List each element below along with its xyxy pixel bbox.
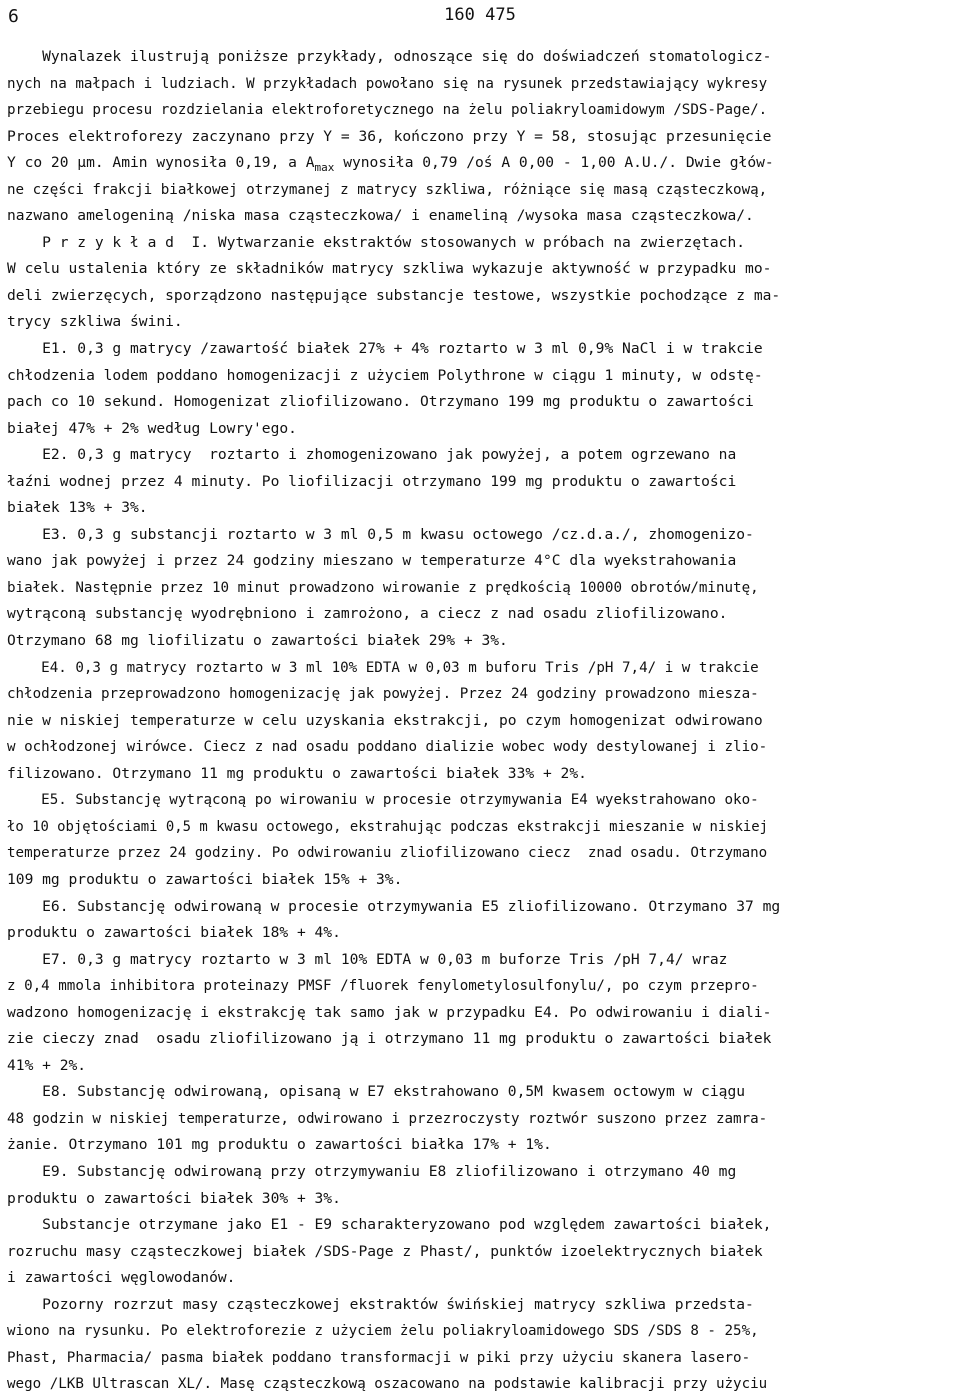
text-line: Otrzymano 68 mg liofilizatu o zawartości białek 29% + 3%. [7,632,508,650]
text-line: E1. 0,3 g matrycy /zawartość białek 27% + 4% roztarto w 3 ml 0,9% NaCl i w trakcie [7,340,763,358]
text-line: przebiegu procesu rozdzielania elektroforetycznego na żelu poliakryloamidowym /SDS-Page/. [7,102,768,119]
text-line: Phast, Pharmacia/ pasma białek poddano transformacji w piki przy użyciu skanera lasero- [7,1349,751,1366]
text-line: wiono na rysunku. Po elektroforezie z użyciem żelu poliakryloamidowego SDS /SDS 8 - 25%, [7,1323,759,1340]
text-line: wego /LKB Ultrascan XL/. Masę cząsteczkową oszacowano na podstawie kalibracji przy użyciu [7,1376,768,1393]
text-line: trycy szkliwa świni. [7,313,183,331]
text-line: Substancje otrzymane jako E1 - E9 scharakteryzowano pod względem zawartości białek, [7,1216,772,1234]
text-line: w ochłodzonej wirówce. Ciecz z nad osadu poddano dializie wobec wody destylowanej i zlio- [7,739,768,756]
text-line: nych na małpach i ludziach. W przykładach powołano się na rysunek przedstawiający wykresy [7,75,768,92]
text-line: i zawartości węglowodanów. [7,1269,236,1287]
text-fragment: Y co 20 µm. Amin wynosiła 0,19, a A [7,154,315,172]
text-line: ło 10 objętościami 0,5 m kwasu octowego, ekstrahując podczas ekstrakcji mieszanie w niskiej [7,818,769,835]
text-line: białej 47% + 2% według Lowry'ego. [7,419,297,437]
page-number: 6 [8,6,19,27]
text-line: produktu o zawartości białek 30% + 3%. [7,1189,341,1207]
text-line: Wynalazek ilustrują poniższe przykłady, odnoszące się do doświadczeń stomatologicz- [7,48,772,65]
text-line: żanie. Otrzymano 101 mg produktu o zawartości białka 17% + 1%. [7,1136,552,1154]
text-line: produktu o zawartości białek 18% + 4%. [7,924,341,942]
text-line: deli zwierzęcych, sporządzono następujące substancje testowe, wszystkie pochodzące z ma- [7,286,781,304]
text-line: rozruchu masy cząsteczkowej białek /SDS-Page z Phast/, punktów izoelektrycznych białek [7,1242,763,1260]
text-line: łaźni wodnej przez 4 minuty. Po liofilizacji otrzymano 199 mg produktu o zawartości [7,472,737,490]
text-line: wadzono homogenizację i ekstrakcję tak samo jak w przypadku E4. Po odwirowaniu i diali- [7,1003,772,1021]
text-line: chłodzenia lodem poddano homogenizacji z użyciem Polythrone w ciągu 1 minuty, w odstę- [7,366,763,384]
body-text [7,44,952,1398]
text-line: 48 godzin w niskiej temperaturze, odwirowano i przezroczysty roztwór suszono przez zamra- [7,1110,768,1127]
text-line: W celu ustalenia który ze składników matrycy szkliwa wykazuje aktywność w przypadku mo- [7,260,772,278]
text-line: 109 mg produktu o zawartości białek 15% + 3%. [7,870,403,888]
text-line: wytrąconą substancję wyodrębniono i zamrożono, a ciecz z nad osadu zliofilizowano. [7,605,728,623]
text-fragment: wynosiła 0,79 /oś A 0,00 - 1,00 A.U./. Dwie głów- [334,154,774,172]
patent-number: 160 475 [444,5,516,25]
text-line: filizowano. Otrzymano 11 mg produktu o zawartości białek 33% + 2%. [7,764,587,782]
text-line: E5. Substancję wytrąconą po wirowaniu w procesie otrzymywania E4 wyekstrahowano oko- [7,792,759,809]
text-line: nie w niskiej temperaturze w celu uzyskania ekstrakcji, po czym homogenizat odwirowano [7,711,763,729]
text-line: wano jak powyżej i przez 24 godziny mieszano w temperaturze 4°C dla wyekstrahowania [7,552,737,570]
subscript-max: max [314,161,335,175]
example-heading: P r z y k ł a d I. Wytwarzanie ekstraktów stosowanych w próbach na zwierzętach. [7,233,746,251]
text-line: ne części frakcji białkowej otrzymanej z matrycy szkliwa, różniące się masą cząsteczkową, [7,181,768,198]
text-line: pach co 10 sekund. Homogenizat zliofilizowano. Otrzymano 199 mg produktu o zawartości [7,393,754,411]
text-line: nazwano amelogeniną /niska masa cząsteczkowa/ i enameliną /wysoka masa cząsteczkowa/. [7,207,754,225]
text-line: E6. Substancję odwirowaną w procesie otrzymywania E5 zliofilizowano. Otrzymano 37 mg [7,897,781,915]
text-line: E2. 0,3 g matrycy roztarto i zhomogenizowano jak powyżej, a potem ogrzewano na [7,446,737,464]
text-line: E9. Substancję odwirowaną przy otrzymywaniu E8 zliofilizowano i otrzymano 40 mg [7,1162,737,1180]
text-line: chłodzenia przeprowadzono homogenizację jak powyżej. Przez 24 godziny prowadzono miesza- [7,686,759,703]
text-line: zie cieczy znad osadu zliofilizowano ją i otrzymano 11 mg produktu o zawartości białek [7,1030,772,1048]
text-line: białek 13% + 3%. [7,499,148,517]
text-line: 41% + 2%. [7,1056,87,1074]
text-line [7,150,952,177]
text-line: E3. 0,3 g substancji roztarto w 3 ml 0,5 m kwasu octowego /cz.d.a./, zhomogenizo- [7,525,754,543]
text-line: temperaturze przez 24 godziny. Po odwirowaniu zliofilizowano ciecz znad osadu. Otrzymano [7,845,768,862]
text-line: białek. Następnie przez 10 minut prowadzono wirowanie z prędkością 10000 obrotów/minutę, [7,579,759,596]
text-line: Pozorny rozrzut masy cząsteczkowej ekstraktów świńskiej matrycy szkliwa przedsta- [7,1295,754,1313]
text-line: z 0,4 mmola inhibitora proteinazy PMSF /fluorek fenylometylosulfonylu/, po czym przepro- [7,978,759,995]
text-line: Proces elektroforezy zaczynano przy Y = 36, kończono przy Y = 58, stosując przesunięcie [7,127,772,145]
text-line: E8. Substancję odwirowaną, opisaną w E7 ekstrahowano 0,5M kwasem octowym w ciągu [7,1083,746,1101]
text-line: E4. 0,3 g matrycy roztarto w 3 ml 10% EDTA w 0,03 m buforu Tris /pH 7,4/ i w trakcie [7,659,759,676]
text-line: E7. 0,3 g matrycy roztarto w 3 ml 10% EDTA w 0,03 m buforze Tris /pH 7,4/ wraz [7,950,728,968]
